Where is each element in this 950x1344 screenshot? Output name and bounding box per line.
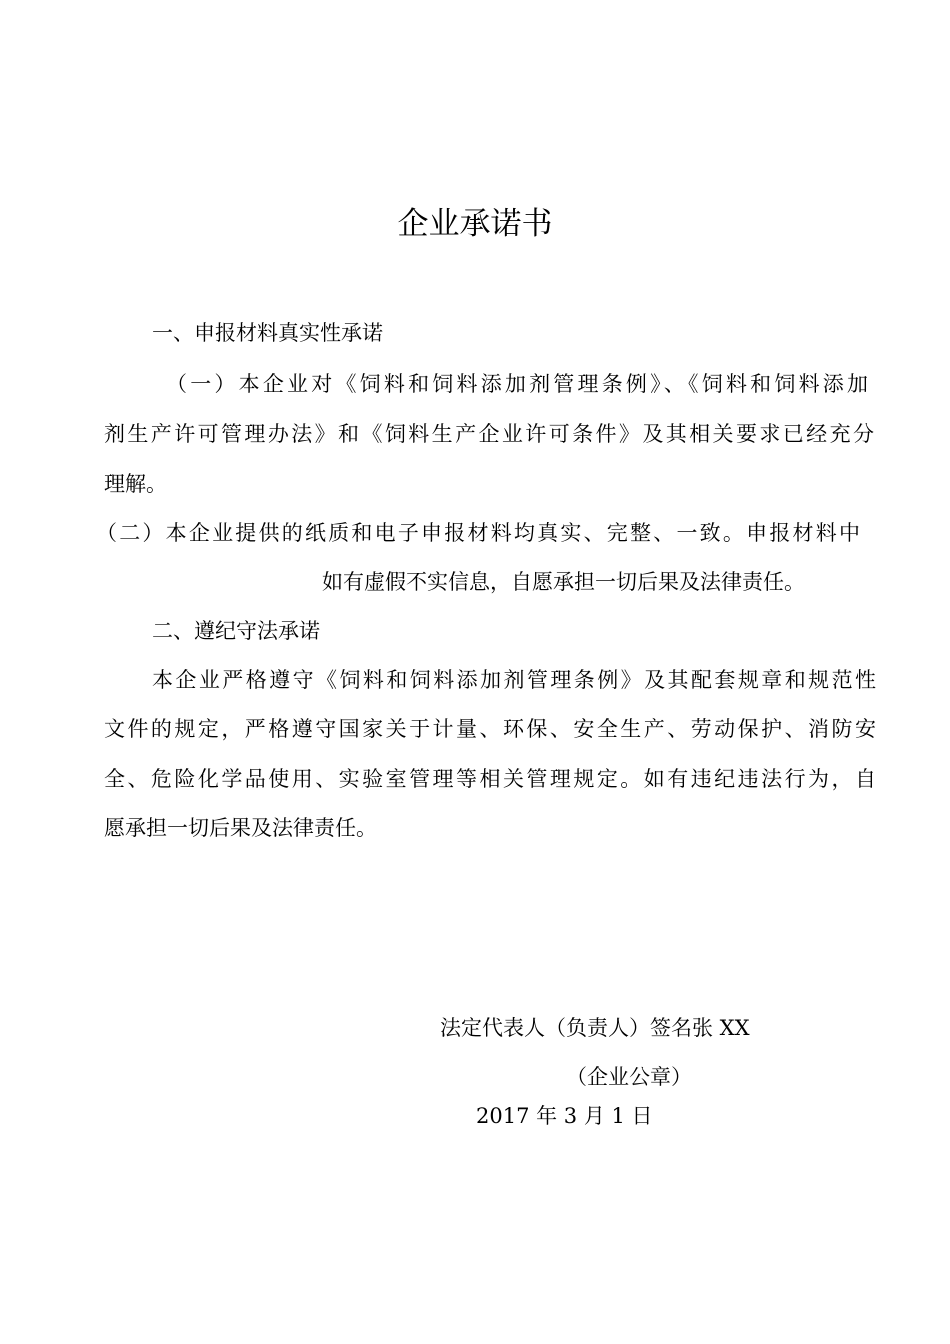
section2-para-line3: 全、危险化学品使用、实验室管理等相关管理规定。如有违纪违法行为，自 [104,767,876,791]
section2-para-line4: 愿承担一切后果及法律责任。 [104,816,377,840]
section1-item1-line1: （一）本企业对《饲料和饲料添加剂管理条例》、《饲料和饲料添加 [166,372,868,396]
section2-heading: 二、遵纪守法承诺 [152,619,320,643]
document-title: 企业承诺书 [397,206,553,242]
section1-item2-line2: 如有虚假不实信息，自愿承担一切后果及法律责任。 [322,570,805,594]
signature-seal: （企业公章） [566,1065,692,1089]
section1-item1-line3: 理解。 [104,472,167,496]
section2-para-line1: 本企业严格遵守《饲料和饲料添加剂管理条例》及其配套规章和规范性 [152,668,876,692]
signature-date: 2017 年 3 月 1 日 [476,1104,653,1128]
section1-item1-line2: 剂生产许可管理办法》和《饲料生产企业许可条件》及其相关要求已经充分 [104,422,874,446]
section1-heading: 一、申报材料真实性承诺 [152,321,383,345]
section2-para-line2: 文件的规定，严格遵守国家关于计量、环保、安全生产、劳动保护、消防安 [104,717,876,741]
section1-item2-line1: （二）本企业提供的纸质和电子申报材料均真实、完整、一致。申报材料中 [96,521,860,545]
signature-representative: 法定代表人（负责人）签名张 XX [440,1016,750,1040]
